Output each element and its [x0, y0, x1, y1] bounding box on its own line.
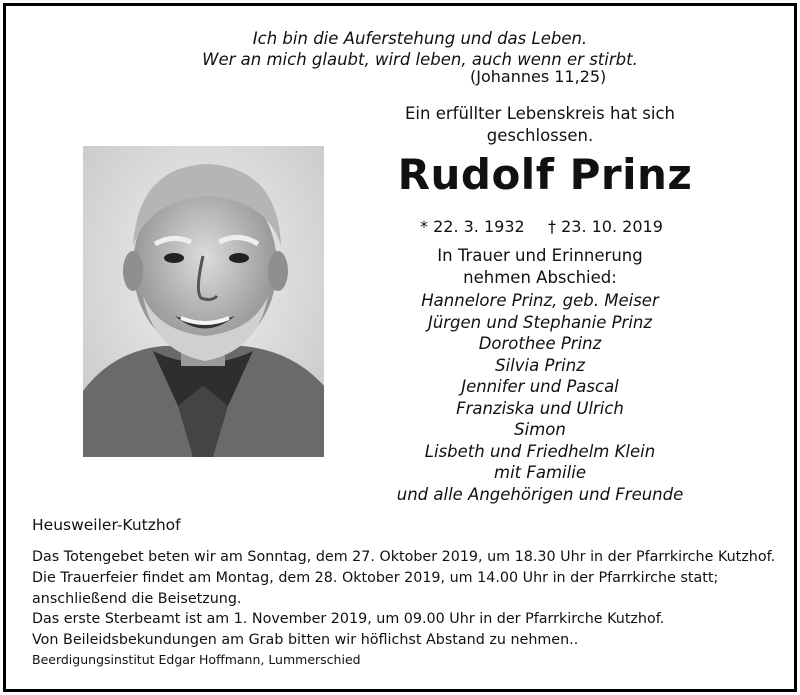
- mourner-entry: Jürgen und Stephanie Prinz: [427, 312, 653, 332]
- mourning-line-1: In Trauer und Erinnerung: [437, 246, 643, 265]
- portrait-illustration: [83, 146, 324, 457]
- mourning-statement: [390, 245, 690, 289]
- mourner-entry: Dorothee Prinz: [478, 334, 602, 353]
- info-line: anschließend die Beisetzung.: [32, 590, 242, 607]
- service-information: [32, 547, 775, 651]
- memorial-phrase-line-2: geschlossen.: [486, 126, 594, 145]
- verse-line-2: Wer an mich glaubt, wird leben, auch wenn er stirbt.: [202, 50, 638, 69]
- mourner-entry: und alle Angehörigen und Freunde: [396, 484, 684, 504]
- info-line: Von Beileidsbekundungen am Grab bitten wir höflichst Abstand zu nehmen..: [32, 632, 579, 649]
- mourners-list: [360, 290, 720, 505]
- memorial-phrase-line-1: Ein erfüllter Lebenskreis hat sich: [404, 104, 675, 123]
- birth-date: * 22. 3. 1932: [420, 217, 525, 236]
- mourner-entry: Franziska und Ulrich: [456, 398, 624, 418]
- mourner-entry: Simon: [514, 420, 566, 439]
- verse-line-1: Ich bin die Auferstehung und das Leben.: [252, 29, 588, 48]
- info-line: Das erste Sterbeamt ist am 1. November 2019, um 09.00 Uhr in der Pfarrkirche Kutzhof.: [32, 611, 665, 628]
- place-name: Heusweiler-Kutzhof: [32, 516, 181, 534]
- memorial-phrase: [390, 103, 690, 147]
- death-date: † 23. 10. 2019: [548, 217, 663, 236]
- undertaker-credit: Beerdigungsinstitut Edgar Hoffmann, Lummerschied: [32, 652, 361, 667]
- mourner-entry: Jennifer und Pascal: [461, 377, 619, 396]
- mourning-line-2: nehmen Abschied:: [463, 268, 617, 287]
- portrait-photo: [83, 146, 324, 457]
- info-line: Die Trauerfeier findet am Montag, dem 28. Oktober 2019, um 14.00 Uhr in der Pfarrkirche statt;: [32, 569, 719, 586]
- deceased-name: Rudolf Prinz: [397, 150, 693, 199]
- mourner-entry: Hannelore Prinz, geb. Meiser: [421, 291, 659, 310]
- info-line: Das Totengebet beten wir am Sonntag, dem 27. Oktober 2019, um 18.30 Uhr in der Pfarrkirche Kutzhof.: [32, 549, 776, 565]
- mourner-entry: mit Familie: [494, 463, 586, 482]
- verse-reference: (Johannes 11,25): [470, 67, 607, 86]
- mourner-entry: Lisbeth und Friedhelm Klein: [424, 441, 656, 461]
- mourner-entry: Silvia Prinz: [495, 355, 585, 375]
